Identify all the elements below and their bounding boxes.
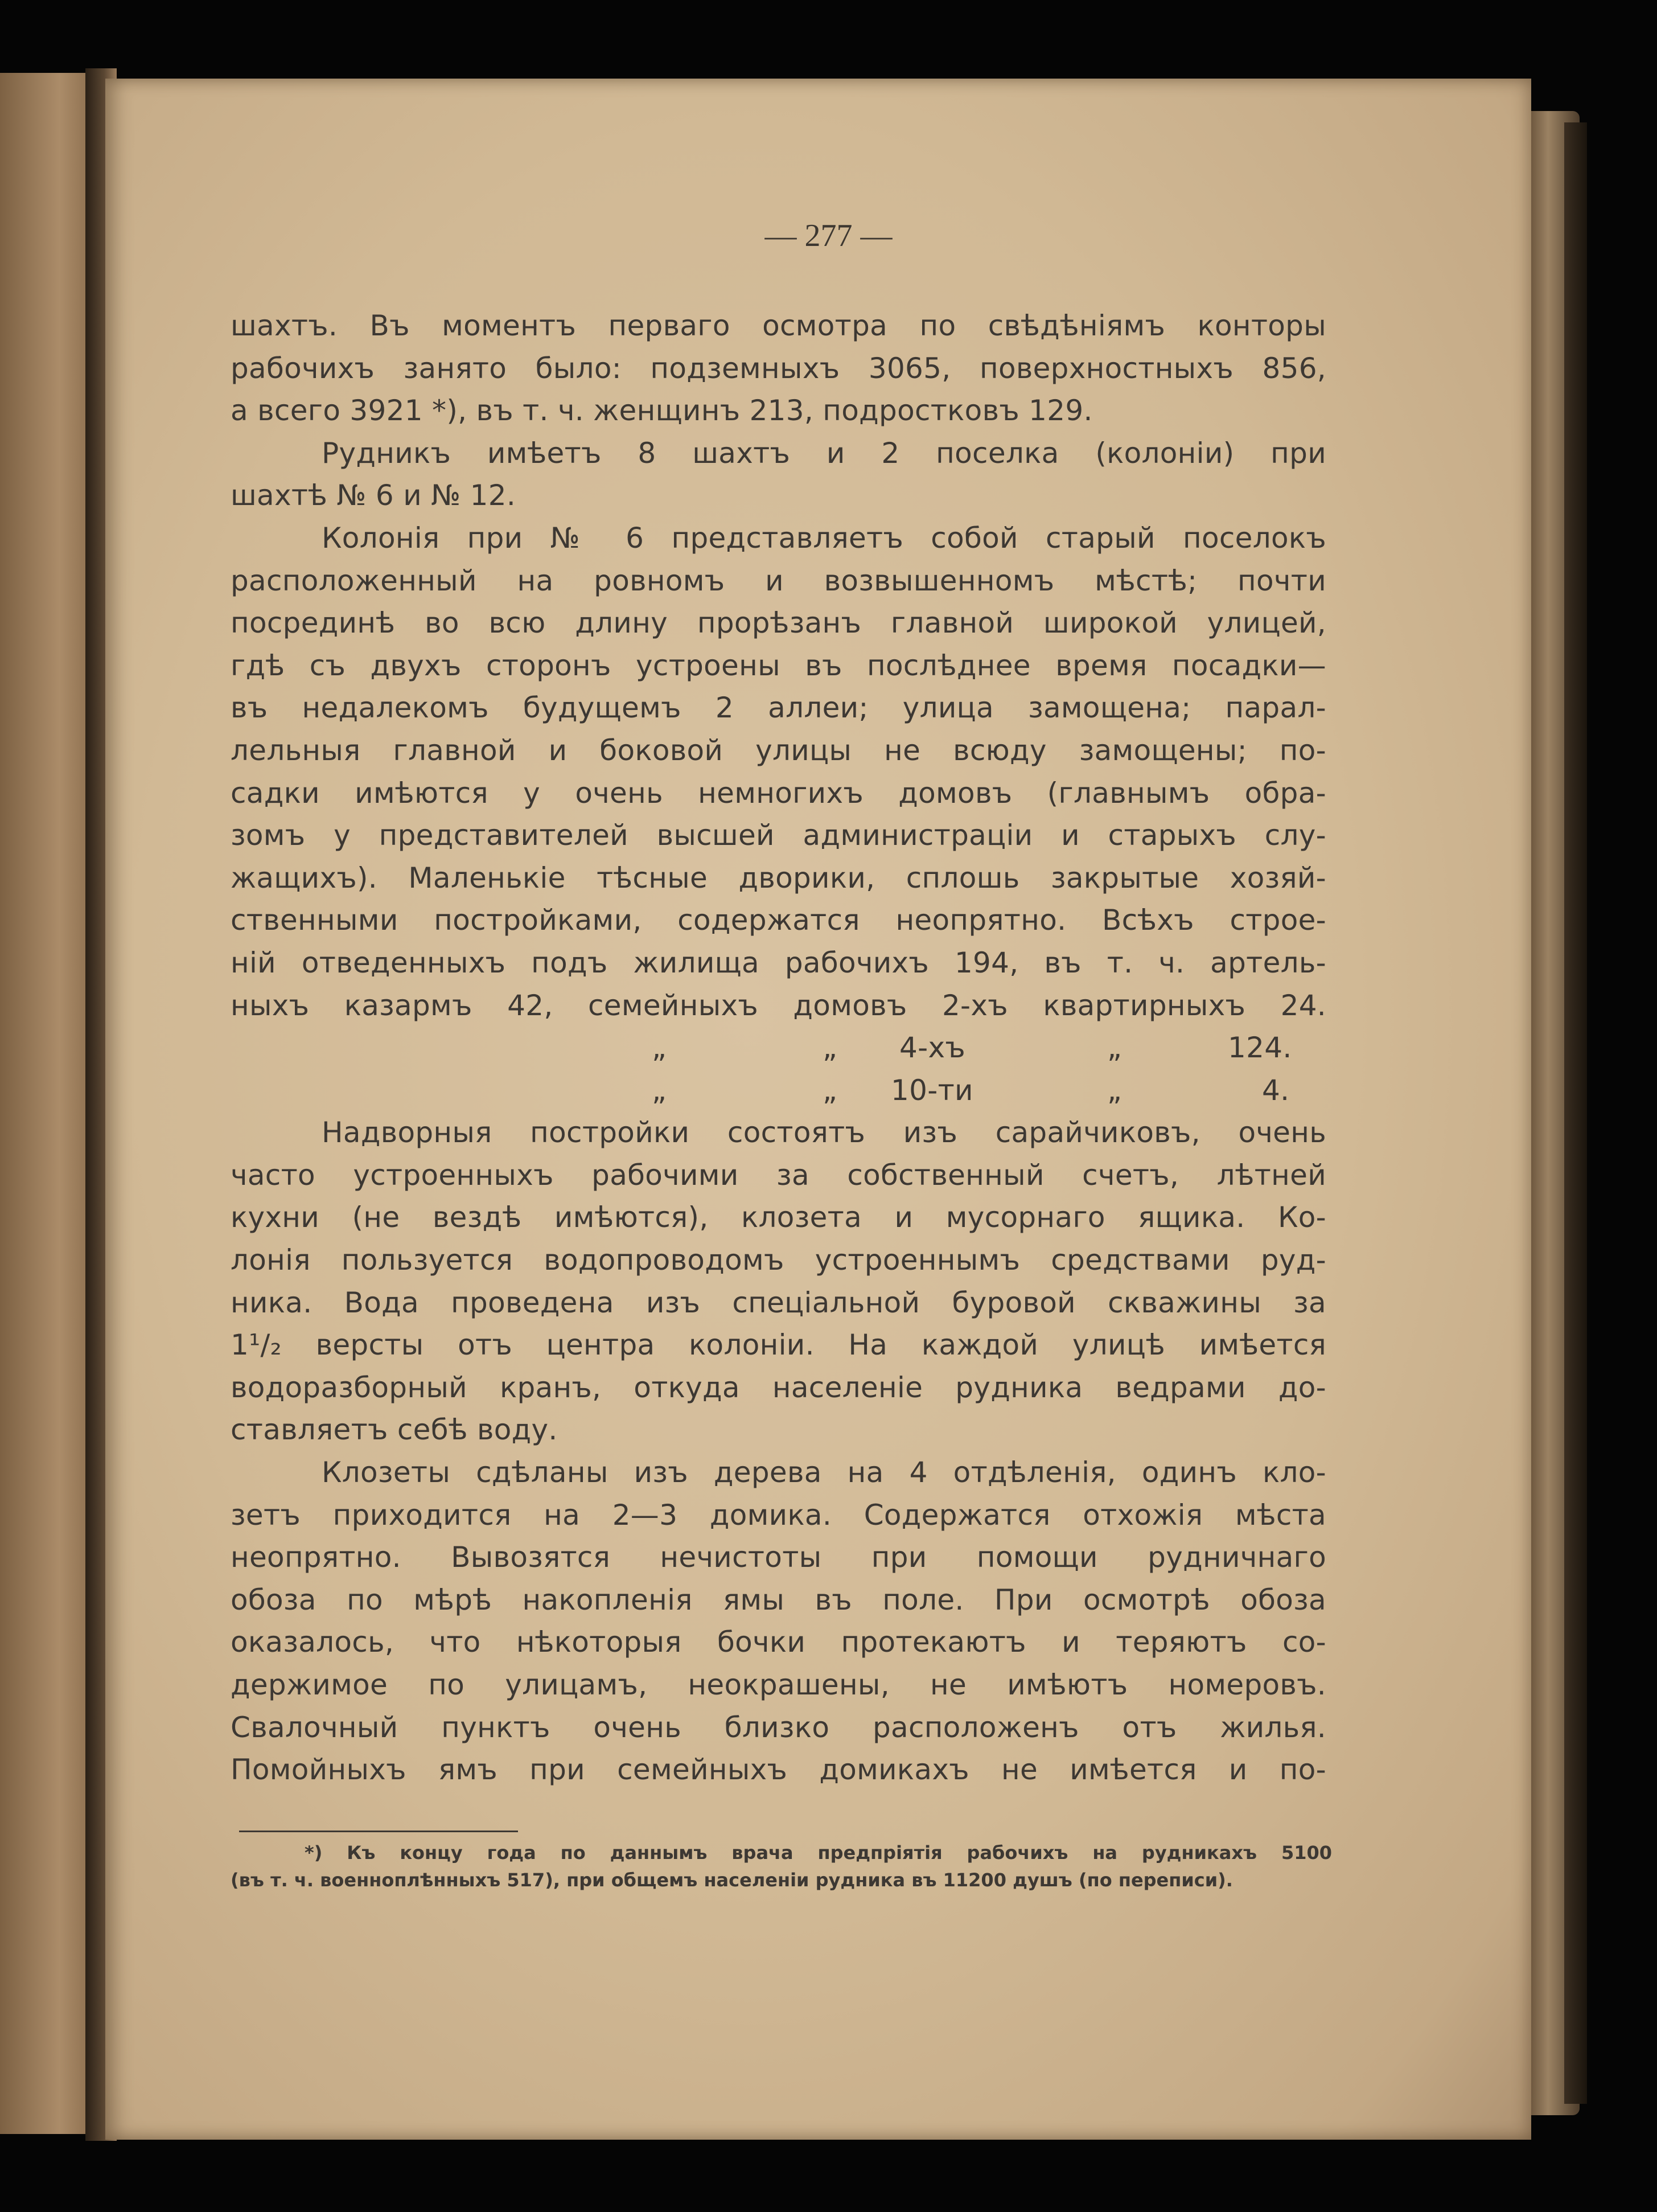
text-line: водоразборный кранъ, откуда населеніе рудника ведрами до-: [231, 1370, 1326, 1404]
ditto-mark: „: [652, 1073, 667, 1107]
text-line: въ недалекомъ будущемъ 2 аллеи; улица замощена; парал-: [231, 691, 1326, 725]
text-line: зетъ приходится на 2—3 домика. Содержатся отхожія мѣста: [231, 1498, 1326, 1532]
apartment-type: 10-ти: [891, 1073, 973, 1107]
text-line: расположенный на ровномъ и возвышенномъ мѣстѣ; почти: [231, 564, 1326, 597]
text-line: Колонія при № 6 представляетъ собой старый поселокъ: [322, 521, 1326, 555]
text-line: лельныя главной и боковой улицы не всюду замощены; по-: [231, 733, 1326, 767]
text-line: Помойныхъ ямъ при семейныхъ домикахъ не имѣется и по-: [231, 1753, 1326, 1787]
housing-table-row: [231, 1027, 1326, 1069]
ditto-mark: „: [652, 1031, 667, 1065]
text-line: обоза по мѣрѣ накопленія ямы въ поле. При осмотрѣ обоза: [231, 1583, 1326, 1616]
text-line: посрединѣ во всю длину прорѣзанъ главной широкой улицей,: [231, 606, 1326, 640]
ditto-mark: „: [823, 1073, 838, 1107]
text-line: ній отведенныхъ подъ жилища рабочихъ 194, въ т. ч. артель-: [231, 946, 1326, 979]
text-line: шахтѣ № 6 и № 12.: [231, 479, 516, 512]
housing-table-row: [231, 1069, 1326, 1112]
text-line: неопрятно. Вывозятся нечистоты при помощи рудничнаго: [231, 1541, 1326, 1574]
ditto-mark: „: [1107, 1073, 1123, 1107]
footnote-line: *) Къ концу года по даннымъ врача предпріятія рабочихъ на рудникахъ 5100: [305, 1842, 1332, 1864]
text-line: зомъ у представителей высшей администраціи и старыхъ слу-: [231, 819, 1326, 852]
text-line: держимое по улицамъ, неокрашены, не имѣютъ номеровъ.: [231, 1668, 1326, 1701]
body-text: [231, 305, 1326, 1791]
ditto-mark: „: [823, 1031, 838, 1065]
apartment-type: 4-хъ: [899, 1031, 965, 1065]
text-line: лонія пользуется водопроводомъ устроеннымъ средствами руд-: [231, 1244, 1326, 1277]
text-line: оказалось, что нѣкоторыя бочки протекаютъ и теряютъ со-: [231, 1626, 1326, 1659]
text-line: 1¹/₂ версты отъ центра колоніи. На каждой улицѣ имѣется: [231, 1328, 1326, 1362]
text-line: кухни (не вездѣ имѣются), клозета и мусорнаго ящика. Ко-: [231, 1201, 1326, 1234]
book-cover-edge: [1564, 122, 1587, 2104]
text-line: шахтъ. Въ моментъ перваго осмотра по свѣдѣніямъ конторы: [231, 309, 1326, 342]
footnote-line: (въ т. ч. военноплѣнныхъ 517), при общемъ населеніи рудника въ 11200 душъ (по переписи).: [231, 1869, 1233, 1891]
footnote: [231, 1839, 1332, 1894]
text-line: садки имѣются у очень немногихъ домовъ (главнымъ обра-: [231, 776, 1326, 810]
text-line: а всего 3921 *), въ т. ч. женщинъ 213, подростковъ 129.: [231, 394, 1093, 428]
text-line: рабочихъ занято было: подземныхъ 3065, поверхностныхъ 856,: [231, 351, 1326, 385]
footnote-divider: [239, 1831, 518, 1832]
text-line: часто устроенныхъ рабочими за собственный счетъ, лѣтней: [231, 1158, 1326, 1192]
text-line: ственными постройками, содержатся неопрятно. Всѣхъ строе-: [231, 904, 1326, 937]
house-count: 4.: [1262, 1073, 1290, 1107]
text-line: ныхъ казармъ 42, семейныхъ домовъ 2-хъ квартирныхъ 24.: [231, 988, 1326, 1022]
text-line: гдѣ съ двухъ сторонъ устроены въ послѣднее время посадки—: [231, 649, 1326, 682]
text-line: ставляетъ себѣ воду.: [231, 1413, 558, 1447]
ditto-mark: „: [1107, 1031, 1123, 1065]
text-line: жащихъ). Маленькіе тѣсные дворики, сплошь закрытые хозяй-: [231, 861, 1326, 894]
text-line: Клозеты сдѣланы изъ дерева на 4 отдѣленія, одинъ кло-: [322, 1456, 1326, 1489]
text-line: Свалочный пунктъ очень близко расположенъ отъ жилья.: [231, 1710, 1326, 1744]
house-count: 124.: [1228, 1031, 1292, 1065]
text-line: ника. Вода проведена изъ спеціальной буровой скважины за: [231, 1286, 1326, 1319]
text-line: Надворныя постройки состоятъ изъ сарайчиковъ, очень: [322, 1116, 1326, 1150]
text-line: Рудникъ имѣетъ 8 шахтъ и 2 поселка (колоніи) при: [322, 436, 1326, 470]
page-number: — 277 —: [764, 218, 893, 253]
